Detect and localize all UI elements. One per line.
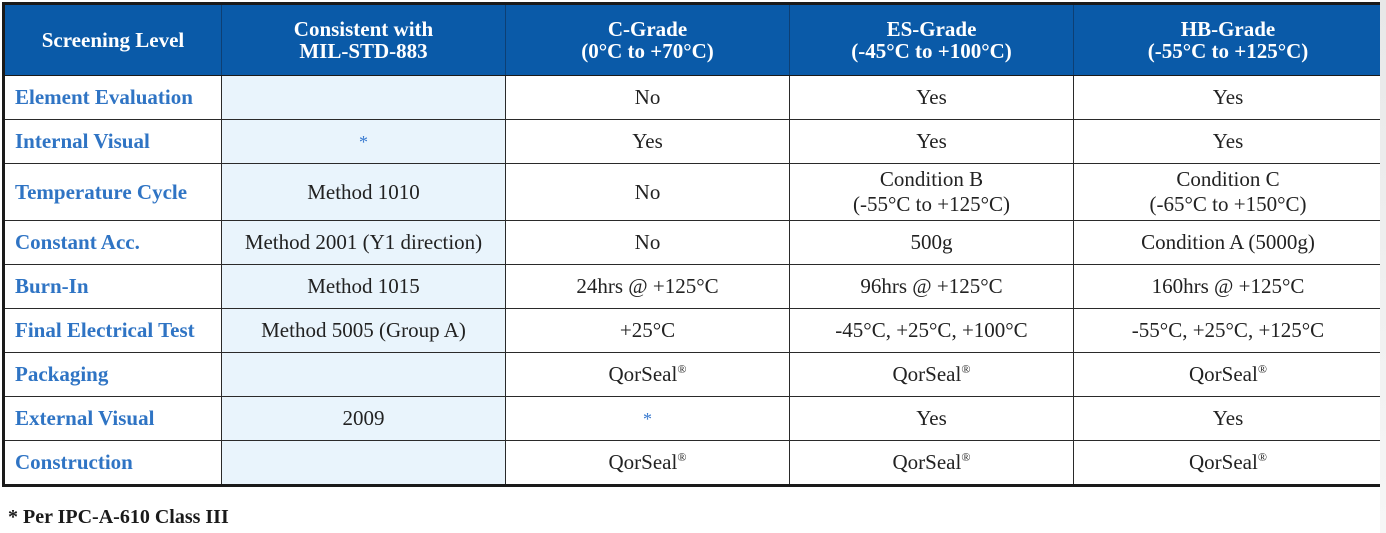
es-grade-value: Yes (916, 129, 947, 153)
table-row (4, 309, 1384, 353)
table-row (4, 353, 1384, 397)
table-row (4, 120, 1384, 164)
row-label: Final Electrical Test (4, 309, 222, 353)
es-grade-cell (790, 397, 1074, 441)
mil-std-value: Method 5005 (Group A) (261, 318, 466, 342)
hb-grade-cell (1074, 353, 1384, 397)
mil-std-cell (222, 76, 506, 120)
c-grade-cell (506, 309, 790, 353)
hb-grade-value: Yes (1212, 406, 1244, 430)
table-row (4, 265, 1384, 309)
mil-std-cell (222, 221, 506, 265)
hb-grade-value: QorSeal® (1189, 362, 1267, 386)
header-hb-grade: HB-Grade (-55°C to +125°C) (1074, 4, 1384, 76)
table-row (4, 441, 1384, 486)
es-grade-cell (790, 309, 1074, 353)
c-grade-cell (506, 265, 790, 309)
c-grade-cell (506, 397, 790, 441)
es-grade-value: Yes (916, 85, 947, 109)
hb-grade-cell (1074, 397, 1384, 441)
mil-std-value: Method 2001 (Y1 direction) (244, 230, 483, 254)
es-grade-cell (790, 265, 1074, 309)
c-grade-cell (506, 164, 790, 221)
c-grade-cell (506, 441, 790, 486)
table-row (4, 397, 1384, 441)
es-grade-cell (790, 164, 1074, 221)
screening-table-wrapper (2, 2, 1382, 487)
mil-std-cell (222, 353, 506, 397)
es-grade-cell (790, 76, 1074, 120)
es-grade-value: Condition B (879, 167, 984, 191)
header-c-grade: C-Grade (0°C to +70°C) (506, 4, 790, 76)
c-grade-value: +25°C (619, 318, 676, 342)
mil-std-value: Method 1015 (307, 274, 420, 298)
es-grade-cell (790, 353, 1074, 397)
mil-std-value: * (359, 131, 368, 152)
table-row (4, 221, 1384, 265)
es-grade-value: 96hrs @ +125°C (860, 274, 1003, 298)
hb-grade-cell (1074, 164, 1384, 221)
hb-grade-value: Yes (1212, 85, 1244, 109)
hb-grade-cell (1074, 120, 1384, 164)
c-grade-value: * (643, 408, 652, 429)
page-edge-strip (1380, 0, 1386, 533)
hb-grade-value: (-65°C to +150°C) (1149, 192, 1307, 216)
hb-grade-value: Yes (1212, 129, 1244, 153)
hb-grade-value: 160hrs @ +125°C (1151, 274, 1305, 298)
es-grade-value: QorSeal® (892, 450, 971, 474)
es-grade-value: (-55°C to +125°C) (853, 192, 1010, 216)
c-grade-value: QorSeal® (608, 450, 687, 474)
c-grade-value: No (634, 230, 661, 254)
c-grade-cell (506, 221, 790, 265)
row-label: Packaging (4, 353, 222, 397)
header-es-grade: ES-Grade (-45°C to +100°C) (790, 4, 1074, 76)
header-mil-std: Consistent with MIL-STD-883 (222, 4, 506, 76)
es-grade-cell (790, 221, 1074, 265)
hb-grade-cell (1074, 221, 1384, 265)
row-label: Construction (4, 441, 222, 486)
es-grade-value: Yes (916, 406, 947, 430)
row-label: Internal Visual (4, 120, 222, 164)
es-grade-value: -45°C, +25°C, +100°C (835, 318, 1028, 342)
c-grade-cell (506, 353, 790, 397)
header-row (4, 4, 1384, 76)
row-label: External Visual (4, 397, 222, 441)
es-grade-value: QorSeal® (892, 362, 971, 386)
hb-grade-value: -55°C, +25°C, +125°C (1131, 318, 1325, 342)
mil-std-cell (222, 397, 506, 441)
screening-table (2, 2, 1385, 487)
hb-grade-value: Condition C (1176, 167, 1280, 191)
hb-grade-cell (1074, 265, 1384, 309)
mil-std-cell (222, 309, 506, 353)
c-grade-value: 24hrs @ +125°C (576, 274, 719, 298)
es-grade-cell (790, 120, 1074, 164)
mil-std-value: 2009 (342, 406, 385, 430)
mil-std-cell (222, 441, 506, 486)
c-grade-cell (506, 76, 790, 120)
hb-grade-cell (1074, 76, 1384, 120)
hb-grade-value: Condition A (5000g) (1141, 230, 1315, 254)
c-grade-value: No (634, 179, 661, 204)
footnote: * Per IPC-A-610 Class III (8, 506, 229, 528)
table-body (4, 76, 1384, 486)
c-grade-value: Yes (632, 129, 663, 153)
row-label: Constant Acc. (4, 221, 222, 265)
es-grade-value: 500g (910, 230, 953, 254)
row-label: Element Evaluation (4, 76, 222, 120)
row-label: Temperature Cycle (4, 164, 222, 221)
hb-grade-cell (1074, 309, 1384, 353)
es-grade-cell (790, 441, 1074, 486)
header-screening-level: Screening Level (4, 4, 222, 76)
table-row (4, 164, 1384, 221)
mil-std-cell (222, 120, 506, 164)
mil-std-cell (222, 265, 506, 309)
c-grade-value: No (634, 85, 661, 109)
c-grade-value: QorSeal® (608, 362, 687, 386)
c-grade-cell (506, 120, 790, 164)
mil-std-cell (222, 164, 506, 221)
mil-std-value: Method 1010 (307, 179, 420, 204)
table-row (4, 76, 1384, 120)
hb-grade-value: QorSeal® (1189, 450, 1267, 474)
hb-grade-cell (1074, 441, 1384, 486)
row-label: Burn-In (4, 265, 222, 309)
